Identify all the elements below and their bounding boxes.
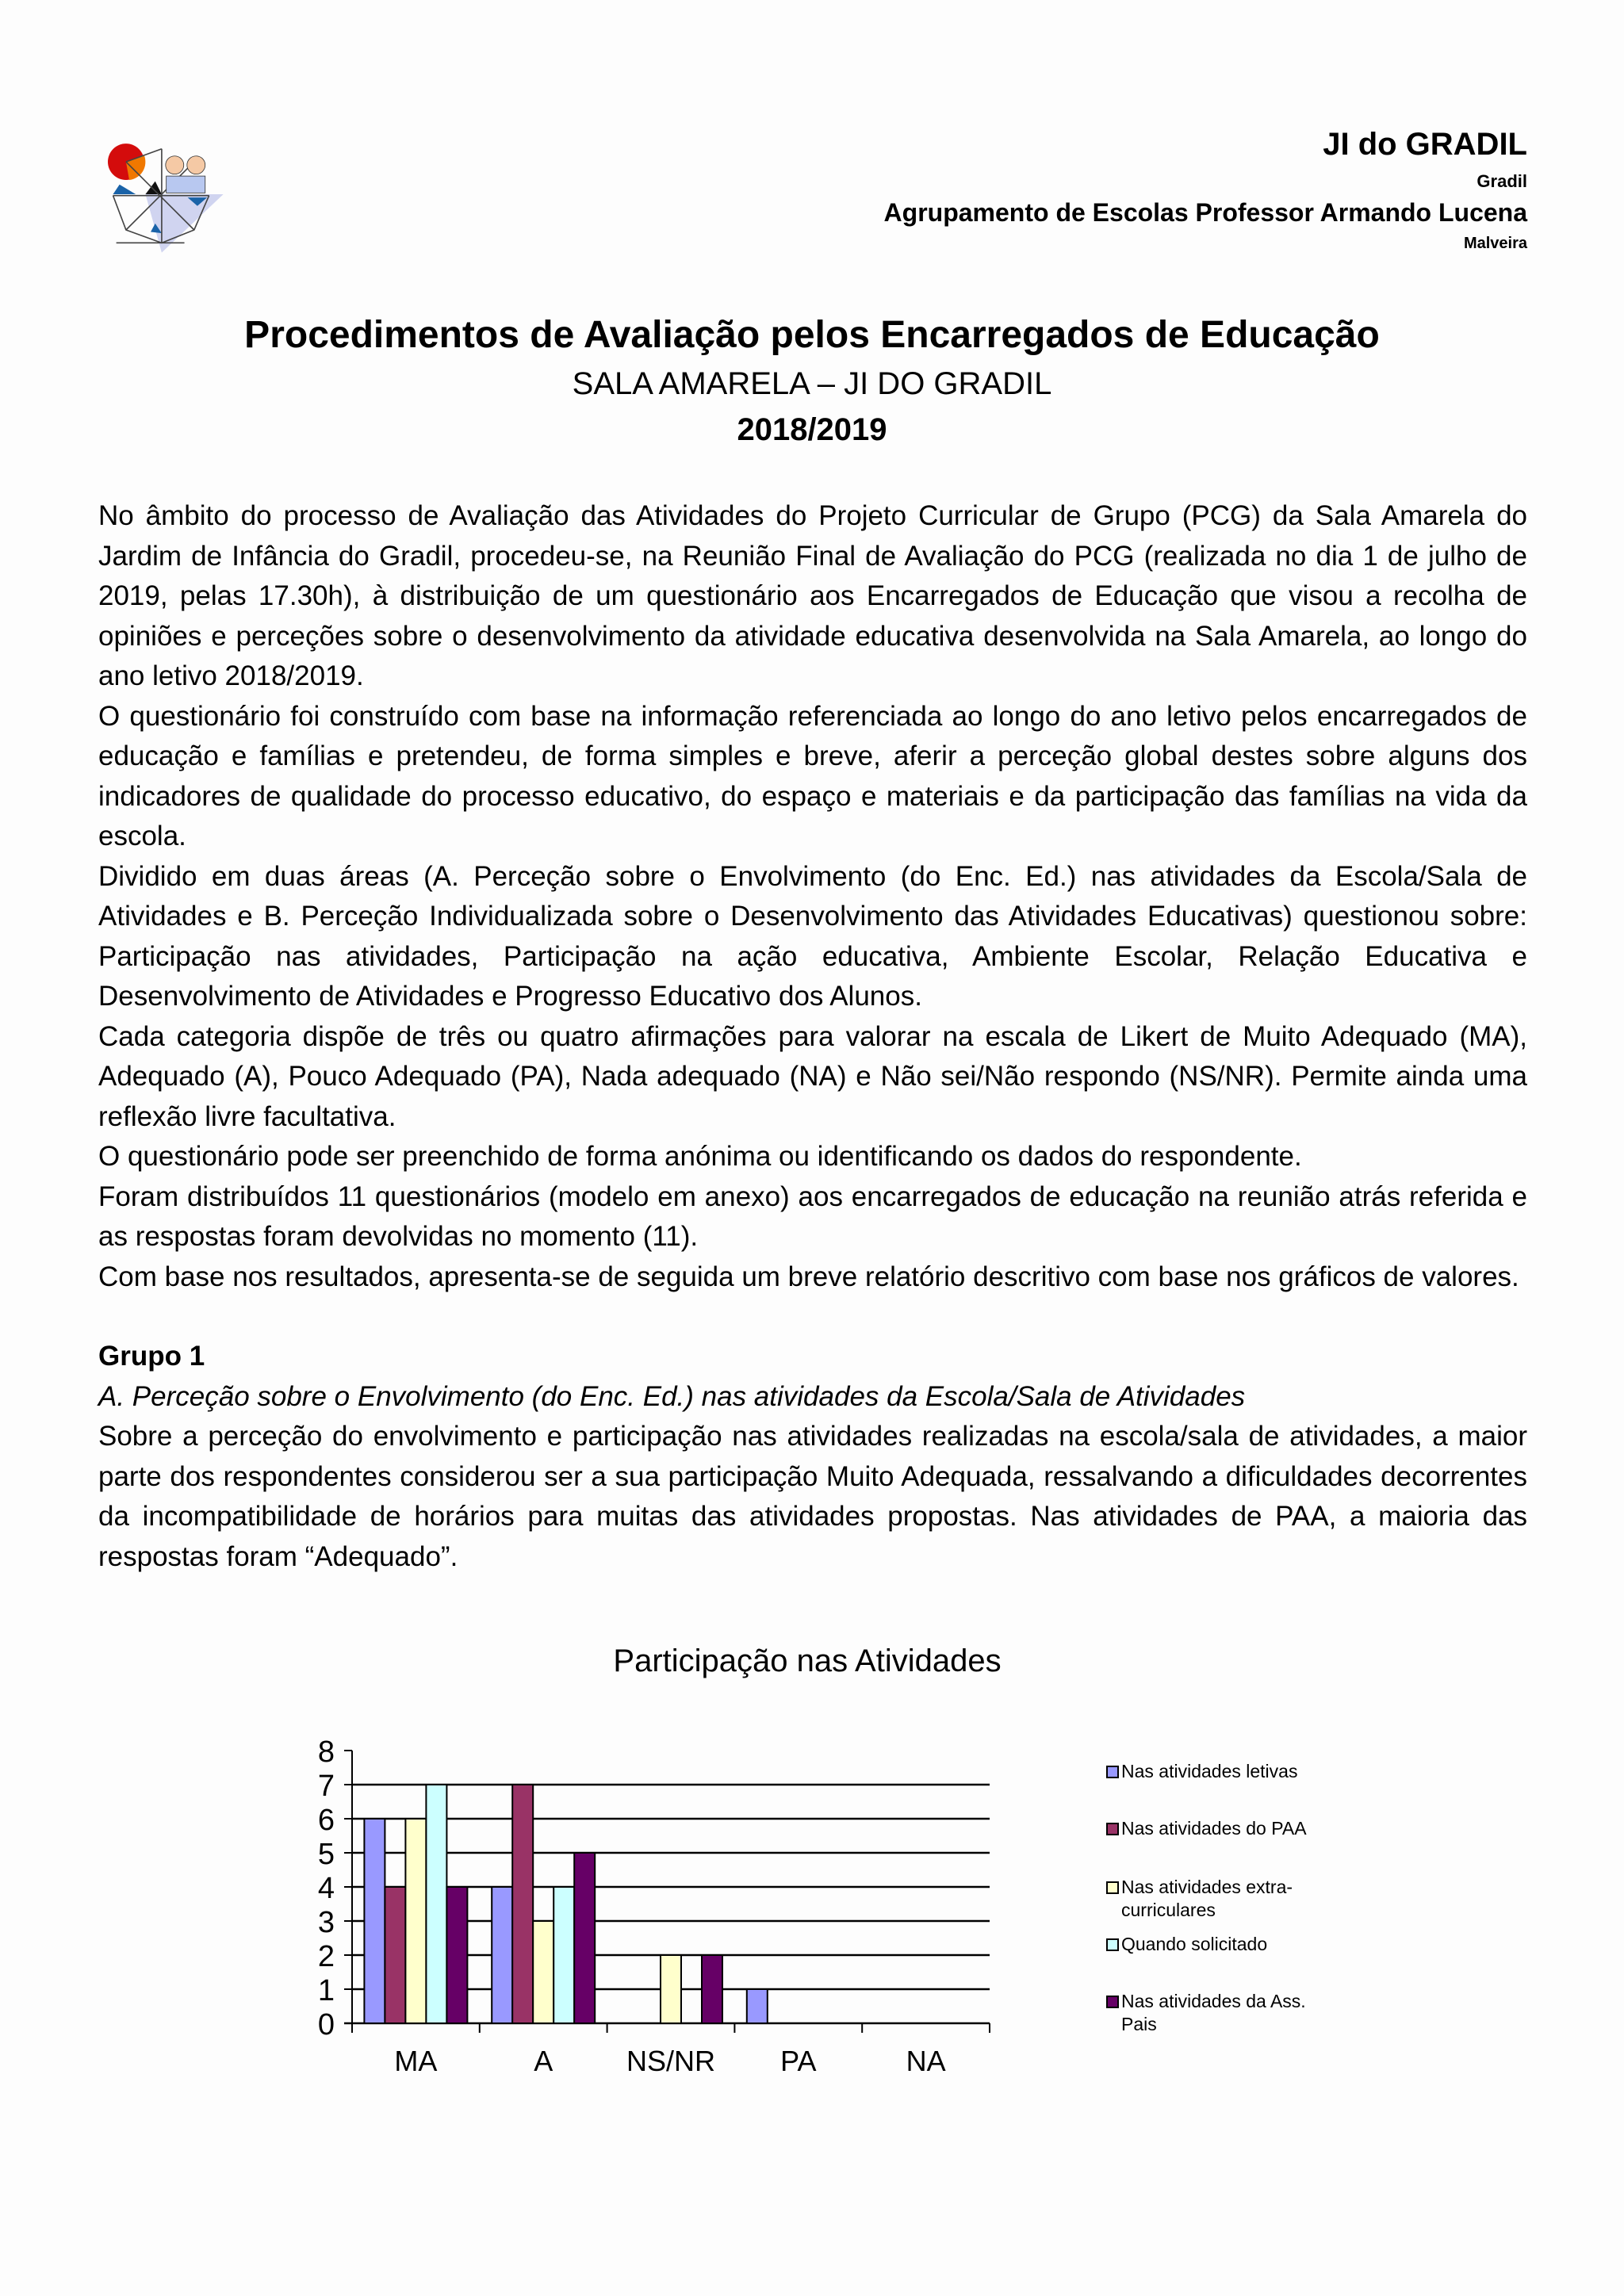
paragraph: Sobre a perceção do envolvimento e participação nas atividades realizadas na escola/sala de atividades, a maior parte dos respondentes considerou ser a sua participação Muito Adequada, ressalvando a dificuldades decorrentes da incompatibilidade de horários para muitas das atividades propostas. Nas atividades de PAA, a maioria das respostas foram “Adequado”. <box>98 1421 1527 1572</box>
legend-swatch <box>1107 1882 1118 1893</box>
legend-label: Nas atividades do PAA <box>1121 1818 1307 1839</box>
cluster-location: Malveira <box>1463 235 1527 252</box>
school-location: Gradil <box>1477 171 1527 191</box>
group-subheading: A. Perceção sobre o Envolvimento (do Enc. Ed.) nas atividades da Escola/Sala de Atividades <box>98 1380 1246 1412</box>
paragraph: Com base nos resultados, apresenta-se de seguida um breve relatório descritivo com base nos gráficos de valores. <box>98 1261 1519 1292</box>
paragraph: O questionário pode ser preenchido de forma anónima ou identificando os dados do respondente. <box>98 1141 1302 1172</box>
bar <box>512 1785 533 2023</box>
legend-label: Nas atividades letivas <box>1121 1761 1298 1781</box>
y-tick-label: 3 <box>317 1906 335 1939</box>
bar <box>553 1887 574 2023</box>
legend-label: Quando solicitado <box>1121 1934 1268 1954</box>
paragraph: Dividido em duas áreas (A. Perceção sobre o Envolvimento (do Enc. Ed.) nas atividades da Escola/Sala de Atividades e B. Perceção Individualizada sobre o Desenvolvimento das Atividades Educativas) questionou sobre: Participação nas atividades, Participação na ação educativa, Ambiente Escolar, Relação Educativa e Desenvolvimento de Atividades e Progresso Educativo dos Alunos. <box>98 860 1527 1012</box>
y-tick-label: 0 <box>317 2008 335 2042</box>
bar <box>426 1785 446 2023</box>
paragraph: No âmbito do processo de Avaliação das Atividades do Projeto Curricular de Grupo (PCG) da Sala Amarela do Jardim de Infância do Gradil, procedeu-se, na Reunião Final de Avaliação do PCG (realizada no dia 1 de julho de 2019, pelas 17.30h), à distribuição de um questionário aos Encarregados de Educação que visou a recolha de opiniões e perceções sobre o desenvolvimento da atividade educativa desenvolvida na Sala Amarela, ao longo do ano letivo 2018/2019. <box>98 500 1527 691</box>
bar <box>574 1853 595 2023</box>
x-tick-label: NA <box>906 2045 946 2077</box>
x-tick-label: PA <box>780 2045 817 2077</box>
bar <box>661 1955 681 2023</box>
legend-swatch <box>1107 1996 1118 2007</box>
y-tick-label: 1 <box>317 1974 335 2007</box>
participation-bar-chart <box>0 1625 1624 2101</box>
bar <box>446 1887 467 2023</box>
school-cluster-name: Agrupamento de Escolas Professor Armando Lucena <box>883 198 1527 227</box>
legend-label: Nas atividades extra-curriculares <box>1121 1877 1293 1920</box>
y-tick-label: 8 <box>317 1735 335 1769</box>
chart-title: Participação nas Atividades <box>613 1644 1002 1678</box>
paragraph: O questionário foi construído com base na informação referenciada ao longo do ano letivo pelos encarregados de educação e famílias e pretendeu, de forma simples e breve, aferir a perceção global destes sobre alguns dos indicadores de qualidade do processo educativo, do espaço e materiais e da participação das famílias na vida da escola. <box>98 700 1527 851</box>
y-tick-label: 5 <box>317 1838 335 1871</box>
legend-swatch <box>1107 1823 1118 1835</box>
legend-swatch <box>1107 1939 1118 1950</box>
bar <box>364 1819 385 2023</box>
x-tick-label: MA <box>394 2045 438 2077</box>
paragraph: Cada categoria dispõe de três ou quatro afirmações para valorar na escala de Likert de Muito Adequado (MA), Adequado (A), Pouco Adequado (PA), Nada adequado (NA) e Não sei/Não respondo (NS/NR). Permite ainda uma reflexão livre facultativa. <box>98 1020 1527 1132</box>
y-tick-label: 7 <box>317 1770 335 1803</box>
y-tick-label: 4 <box>317 1872 335 1905</box>
legend-label: Nas atividades da Ass. Pais <box>1121 1991 1306 2034</box>
school-year: 2018/2019 <box>737 412 887 447</box>
bar <box>747 1989 768 2023</box>
bar <box>702 1955 722 2023</box>
legend-swatch <box>1107 1766 1118 1777</box>
group-heading: Grupo 1 <box>98 1341 205 1372</box>
school-name: JI do GRADIL <box>1323 127 1527 162</box>
document-subtitle: SALA AMARELA – JI DO GRADIL <box>572 366 1052 401</box>
x-tick-label: A <box>534 2045 553 2077</box>
y-tick-label: 2 <box>317 1940 335 1973</box>
bar <box>533 1921 553 2023</box>
bar <box>385 1887 405 2023</box>
document-body <box>98 496 1527 1577</box>
document-title: Procedimentos de Avaliação pelos Encarregados de Educação <box>244 314 1380 356</box>
bar <box>492 1887 512 2023</box>
bar <box>405 1819 426 2023</box>
school-logo <box>94 127 236 262</box>
x-tick-label: NS/NR <box>626 2045 716 2077</box>
y-tick-label: 6 <box>317 1804 335 1837</box>
paragraph: Foram distribuídos 11 questionários (modelo em anexo) aos encarregados de educação na reunião atrás referida e as respostas foram devolvidas no momento (11). <box>98 1181 1527 1252</box>
